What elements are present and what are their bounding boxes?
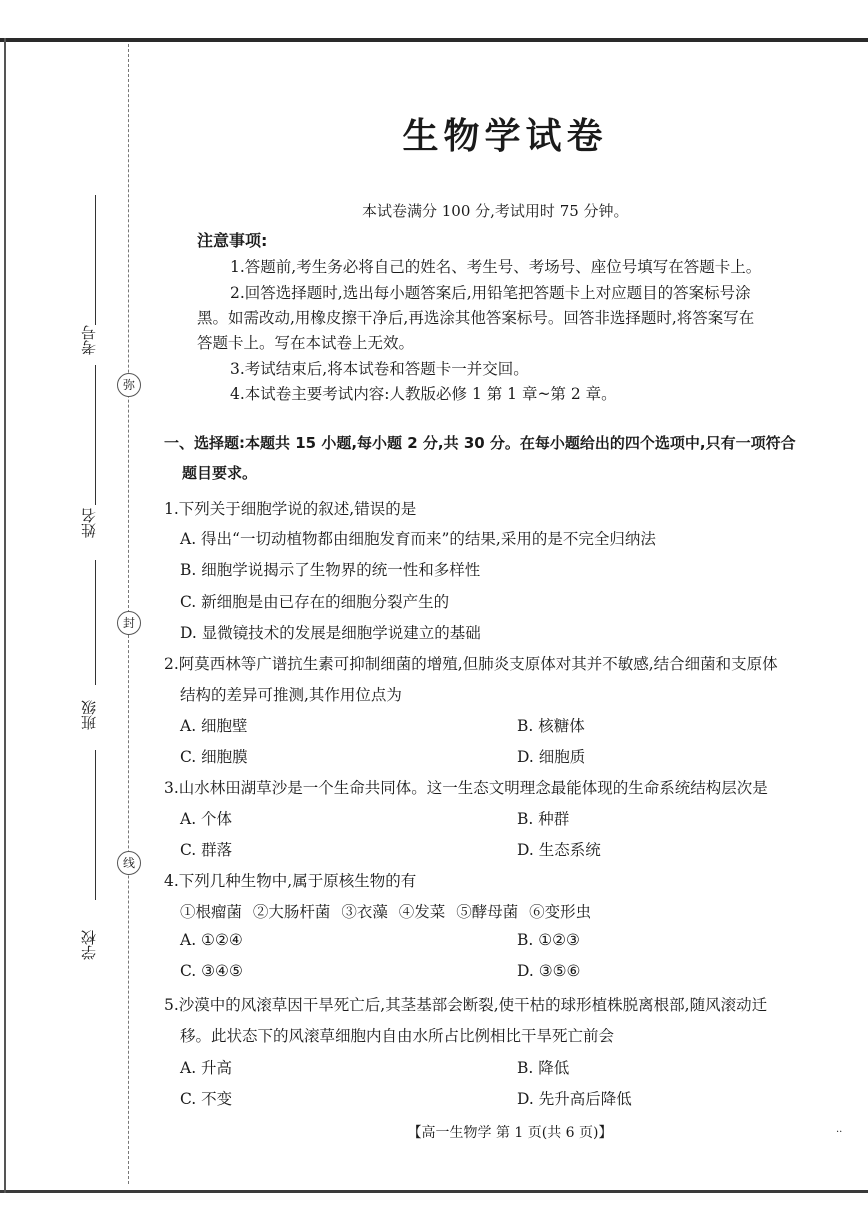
question-4-option-d: D. ③⑤⑥ xyxy=(517,962,581,980)
binding-mark-xian: 线 xyxy=(117,851,141,875)
question-5-option-c: C. 不变 xyxy=(180,1090,233,1108)
question-3-option-b: B. 种群 xyxy=(517,810,570,828)
question-5-option-a: A. 升高 xyxy=(180,1059,233,1077)
question-4-stem: 4.下列几种生物中,属于原核生物的有 xyxy=(164,872,417,890)
exam-number-line-2 xyxy=(95,365,96,505)
question-3-option-c: C. 群落 xyxy=(180,841,233,859)
question-2-option-d: D. 细胞质 xyxy=(517,748,586,766)
question-5-option-d: D. 先升高后降低 xyxy=(517,1090,632,1108)
question-5-stem-cont: 移。此状态下的风滚草细胞内自由水所占比例相比干旱死亡前会 xyxy=(180,1027,615,1045)
question-2-option-a: A. 细胞壁 xyxy=(180,717,248,735)
notice-item-2-cont: 黑。如需改动,用橡皮擦干净后,再选涂其他答案标号。回答非选择题时,将答案写在 xyxy=(197,309,755,327)
binding-mark-feng: 封 xyxy=(117,611,141,635)
class-label: 班级 xyxy=(80,700,98,730)
question-1-option-c: C. 新细胞是由已存在的细胞分裂产生的 xyxy=(180,593,450,611)
exam-info: 本试卷满分 100 分,考试用时 75 分钟。 xyxy=(362,202,629,220)
class-line xyxy=(95,750,96,900)
binding-mark-mi: 弥 xyxy=(117,373,141,397)
question-4-option-c: C. ③④⑤ xyxy=(180,962,243,980)
notice-item-2: 2.回答选择题时,选出每小题答案后,用铅笔把答题卡上对应题目的答案标号涂 xyxy=(230,284,751,302)
question-2-option-b: B. 核糖体 xyxy=(517,717,585,735)
question-1-option-a: A. 得出“一切动植物都由细胞发育而来”的结果,采用的是不完全归纳法 xyxy=(180,530,656,548)
exam-number-line xyxy=(95,195,96,325)
question-3-option-a: A. 个体 xyxy=(180,810,233,828)
scan-border-left xyxy=(4,38,6,1193)
question-2-option-c: C. 细胞膜 xyxy=(180,748,248,766)
notice-item-3: 3.考试结束后,将本试卷和答题卡一并交回。 xyxy=(230,360,529,378)
section-heading: 一、选择题:本题共 15 小题,每小题 2 分,共 30 分。在每小题给出的四个选项中,只有一项符合 xyxy=(164,434,796,452)
section-heading-cont: 题目要求。 xyxy=(182,464,258,482)
question-4-option-b: B. ①②③ xyxy=(517,931,580,949)
question-2-stem-cont: 结构的差异可推测,其作用位点为 xyxy=(180,686,402,704)
question-5-stem: 5.沙漠中的风滚草因干旱死亡后,其茎基部会断裂,使干枯的球形植株脱离根部,随风滚动迁 xyxy=(164,996,768,1014)
question-2-stem: 2.阿莫西林等广谱抗生素可抑制细菌的增殖,但肺炎支原体对其并不敏感,结合细菌和支原体 xyxy=(164,655,778,673)
name-line xyxy=(95,560,96,685)
name-label: 姓名 xyxy=(80,508,98,538)
question-3-stem: 3.山水林田湖草沙是一个生命共同体。这一生态文明理念最能体现的生命系统结构层次是 xyxy=(164,779,768,797)
school-label: 学校 xyxy=(80,930,98,960)
question-4-items: ①根瘤菌 ②大肠杆菌 ③衣藻 ④发菜 ⑤酵母菌 ⑥变形虫 xyxy=(180,903,592,921)
question-1-option-b: B. 细胞学说揭示了生物界的统一性和多样性 xyxy=(180,561,481,579)
notice-item-1: 1.答题前,考生务必将自己的姓名、考生号、考场号、座位号填写在答题卡上。 xyxy=(230,258,762,276)
exam-number-label: 考号 xyxy=(80,325,98,355)
page-title: 生物学试卷 xyxy=(402,116,608,157)
question-4-option-a: A. ①②④ xyxy=(180,931,243,949)
notice-heading: 注意事项: xyxy=(197,231,268,250)
notice-item-4: 4.本试卷主要考试内容:人教版必修 1 第 1 章~第 2 章。 xyxy=(230,385,617,403)
notice-item-2-end: 答题卡上。写在本试卷上无效。 xyxy=(197,334,415,352)
scan-border-top xyxy=(0,38,868,42)
question-1-option-d: D. 显微镜技术的发展是细胞学说建立的基础 xyxy=(180,624,481,642)
scan-border-bottom xyxy=(0,1190,868,1193)
question-1-stem: 1.下列关于细胞学说的叙述,错误的是 xyxy=(164,500,417,518)
question-3-option-d: D. 生态系统 xyxy=(517,841,601,859)
footer-dots: .. xyxy=(836,1124,843,1135)
page-footer: 【高一生物学 第 1 页(共 6 页)】 xyxy=(407,1125,613,1141)
question-5-option-b: B. 降低 xyxy=(517,1059,570,1077)
